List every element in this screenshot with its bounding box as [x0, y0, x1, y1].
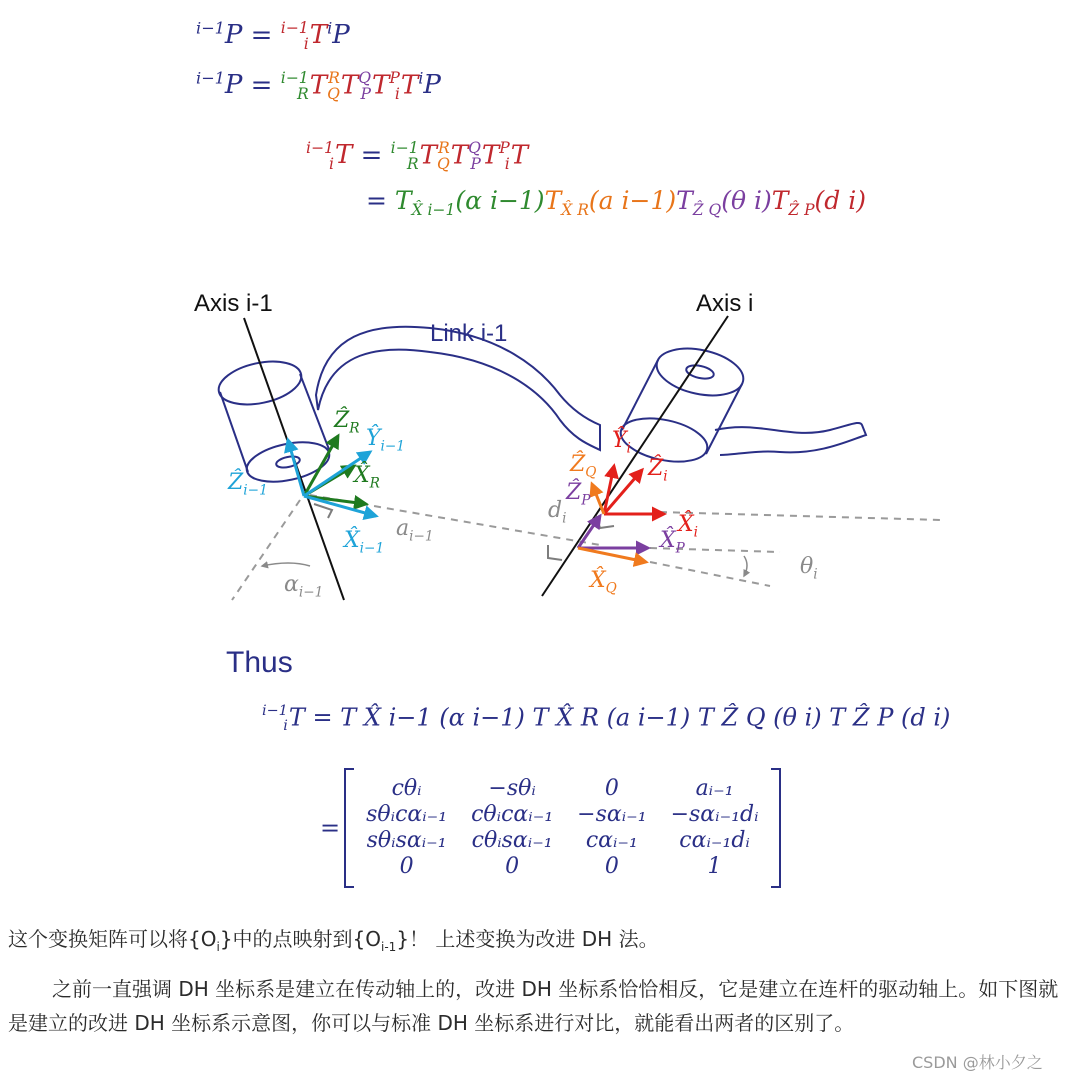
thus-lhs: T	[288, 703, 305, 732]
eq2-c3-bottom: P	[360, 85, 371, 104]
eq3-lhs-top: i−1	[306, 139, 334, 157]
eq2-c1-top: i−1	[280, 69, 309, 87]
eq2-c1-bottom: R	[296, 85, 309, 104]
z-im1-sub: i−1	[243, 482, 268, 499]
z-im1-symbol: Ẑ	[228, 470, 244, 495]
z-q-vector	[592, 484, 604, 514]
eq1-t-bottom: i	[303, 35, 309, 54]
matrix-cell: 0	[505, 854, 520, 879]
eq3-t4: T	[510, 140, 529, 171]
caption-part-1: 这个变换矩阵可以将{O	[8, 927, 217, 951]
eq1-p: P	[332, 20, 350, 51]
matrix-row	[354, 854, 770, 880]
d-i-symbol: d	[548, 498, 563, 523]
eq3-c2-bottom: Q	[436, 155, 450, 174]
x-i-symbol: X̂	[678, 512, 694, 537]
z-q-label	[570, 452, 597, 481]
x-q-vector	[578, 548, 646, 562]
z-p-label	[566, 480, 591, 509]
matrix-row	[354, 776, 770, 802]
equation-1	[196, 20, 350, 53]
eq2-p: P	[423, 70, 441, 101]
eq3-c4-top: P	[499, 139, 510, 157]
x-i-sub: i	[693, 524, 699, 541]
matrix-row	[354, 828, 770, 854]
modified-dh-diagram	[0, 280, 1080, 620]
x-im1-label	[344, 528, 385, 557]
y-im1-sub: i−1	[380, 438, 405, 455]
eq1-lhs: P	[224, 20, 243, 51]
csdn-watermark: CSDN @林小夕之	[912, 1053, 1043, 1072]
caption-sub-2: i-1	[381, 940, 397, 954]
matrix-cell: aᵢ₋₁	[695, 776, 734, 801]
matrix-cell: cαᵢ₋₁	[585, 828, 638, 853]
theta-i-symbol: θ	[800, 554, 814, 579]
eq3-c3-bottom: P	[470, 155, 481, 174]
matrix-cell: 0	[604, 776, 619, 801]
thus-lhs-top: i−1	[262, 703, 288, 719]
thus-equals: =	[312, 703, 333, 732]
z-r-symbol: Ẑ	[334, 408, 350, 433]
alpha-im1-symbol: α	[284, 572, 299, 597]
matrix-cell: sθᵢcαᵢ₋₁	[366, 802, 448, 827]
z-p-symbol: Ẑ	[566, 480, 582, 505]
left-joint-cylinder	[215, 355, 333, 489]
z-i-label	[648, 456, 668, 485]
thus-lhs-bottom: i	[283, 718, 288, 735]
eq3-c2-top: R	[438, 139, 450, 157]
theta-i-sub: i	[813, 566, 818, 583]
eq2-t2: T	[340, 70, 359, 101]
eq3-equals: =	[360, 140, 383, 171]
explanation-paragraph: 之前一直强调 DH 坐标系是建立在传动轴上的，改进 DH 坐标系恰恰相反，它是建立在连杆的驱动轴上。如下图就是建立的改进 DH 坐标系示意图，你可以与标准 DH 坐标系进行对比，就能看出两者的区别了。	[8, 977, 1059, 1035]
transform-matrix	[320, 768, 781, 888]
y-i-sub: i	[626, 440, 631, 457]
x-q-sub: Q	[605, 580, 617, 597]
equation-3-line-1	[306, 140, 528, 173]
eq2-c4-bottom: i	[394, 85, 400, 104]
eq2-c2-top: R	[328, 69, 340, 87]
eq1-t: T	[309, 20, 328, 51]
eq3-f1-sub: X̂ i−1	[411, 201, 456, 219]
matrix-bracket-right	[771, 768, 781, 888]
alpha-im1-label	[284, 572, 324, 601]
matrix-cell: cθᵢcαᵢ₋₁	[471, 802, 554, 827]
matrix-table	[354, 776, 770, 880]
matrix-cell: cθᵢ	[391, 776, 422, 801]
eq2-equals: =	[250, 70, 273, 101]
eq2-p-superscript: i	[418, 68, 424, 88]
d-i-sub: i	[562, 510, 567, 527]
eq3-f4-sub: Ẑ P	[788, 201, 815, 219]
matrix-cell: −sαᵢ₋₁dᵢ	[670, 802, 759, 827]
z-i-symbol: Ẑ	[648, 456, 664, 481]
eq3-c3-top: Q	[468, 139, 481, 157]
matrix-cell: 0	[399, 854, 414, 879]
caption-sub-1: i	[216, 940, 220, 954]
eq3-lhs: T	[334, 140, 353, 171]
eq3-c4-bottom: i	[504, 155, 510, 174]
a-im1-sub: i−1	[409, 528, 434, 545]
x-im1-vector	[304, 496, 376, 516]
right-angle-marker-left	[314, 504, 332, 518]
thus-rhs: T X̂ i−1 (α i−1) T X̂ R (a i−1) T Ẑ Q (θ i) T Ẑ P (d i)	[340, 703, 951, 732]
matrix-bracket-left	[344, 768, 354, 888]
link-tail-right	[715, 423, 866, 455]
eq2-c4-top: P	[389, 69, 400, 87]
y-i-label	[612, 428, 631, 457]
matrix-cell: −sαᵢ₋₁	[577, 802, 647, 827]
eq2-t4: T	[400, 70, 419, 101]
x-im1-sub: i−1	[359, 540, 385, 557]
z-im1-vector	[288, 440, 304, 496]
eq3-f2-sub: X̂ R	[561, 201, 589, 219]
matrix-cell: 0	[604, 854, 619, 879]
matrix-cell: cθᵢsαᵢ₋₁	[471, 828, 553, 853]
equation-3-line-2: = $T_{X̂ i-1}(\alpha$ $i-1)T_{X̂ R}(a$ $i-1)T_{Ẑ Q}(\theta$ $i)T_{Ẑ P}(d$ i)	[366, 186, 866, 219]
eq3-t1: T	[419, 140, 437, 171]
eq1-p-superscript: i	[327, 18, 333, 38]
eq1-equals: =	[250, 20, 273, 51]
right-angle-marker-right	[548, 545, 562, 560]
x-p-symbol: X̂	[660, 528, 676, 553]
matrix-equals: =	[320, 814, 341, 842]
eq3-f3-arg: (θ i)	[721, 186, 772, 215]
d-i-label	[548, 498, 567, 527]
x-q-label	[590, 568, 617, 597]
y-im1-symbol: Ŷ	[366, 426, 381, 451]
alpha-im1-sub: i−1	[298, 584, 324, 601]
x-r-symbol: X̂	[354, 463, 370, 488]
z-p-sub: P	[581, 492, 591, 509]
matrix-cell: 1	[707, 854, 722, 879]
theta-i-label	[800, 554, 818, 583]
caption-part-2: }中的点映射到{O	[219, 927, 382, 951]
matrix-cell: sθᵢsαᵢ₋₁	[366, 828, 447, 853]
eq3-t2: T	[450, 140, 469, 171]
x-q-dashed	[650, 562, 770, 586]
matrix-row	[354, 802, 770, 828]
z-p-vector	[578, 516, 600, 548]
axis-i-minus-1-label: Axis i-1	[194, 290, 273, 317]
eq3-c1-top: i−1	[390, 139, 419, 157]
link-label: Link i-1	[430, 320, 508, 347]
eq3-f3-sub: Ẑ Q	[692, 201, 722, 219]
z-r-label	[334, 408, 360, 437]
eq1-lhs-superscript: i−1	[196, 18, 225, 38]
x-r-sub: R	[369, 475, 380, 492]
thus-equation	[262, 704, 950, 734]
x-p-sub: P	[675, 540, 685, 557]
matrix-cell: −sθᵢ	[488, 776, 536, 801]
eq2-lhs-superscript: i−1	[196, 68, 225, 88]
z-q-symbol: Ẑ	[570, 452, 586, 477]
eq1-t-top: i−1	[280, 19, 309, 37]
eq2-t1: T	[309, 70, 328, 101]
eq2-c2-bottom: Q	[327, 85, 340, 104]
eq3-t3: T	[481, 140, 500, 171]
axis-i-label: Axis i	[696, 290, 754, 317]
eq3-f2-arg: (a i−1)	[588, 186, 677, 215]
y-im1-label	[366, 426, 405, 455]
eq2-lhs: P	[224, 70, 243, 101]
eq3-f4-arg: (d i)	[814, 186, 866, 215]
x-q-symbol: X̂	[590, 568, 606, 593]
a-im1-label	[396, 516, 434, 545]
a-im1-symbol: a	[396, 516, 410, 541]
matrix-cell: cαᵢ₋₁dᵢ	[679, 828, 750, 853]
caption-part-3: }！ 上述变换为改进 DH 法。	[396, 927, 659, 951]
equation-2	[196, 70, 441, 103]
theta-arc	[744, 556, 747, 576]
caption-line	[8, 922, 1072, 956]
z-r-sub: R	[349, 420, 360, 437]
right-joint-cylinder	[617, 341, 748, 468]
eq3-lhs-bottom: i	[328, 155, 334, 174]
x-r-label	[354, 463, 380, 492]
eq3-line2-equals: =	[366, 186, 387, 215]
eq3-f1-arg: (α i−1)	[455, 186, 545, 215]
eq3-c1-bottom: R	[406, 155, 419, 174]
x-i-dashed	[660, 512, 940, 520]
eq2-t3: T	[372, 70, 390, 101]
x-p-label	[660, 528, 685, 557]
y-i-symbol: Ŷ	[612, 428, 627, 453]
eq2-c3-top: Q	[358, 69, 371, 87]
thus-heading: Thus	[226, 646, 293, 679]
z-im1-label	[228, 470, 268, 499]
alpha-arc	[262, 563, 310, 566]
z-q-sub: Q	[585, 464, 597, 481]
z-i-sub: i	[663, 468, 668, 485]
x-im1-symbol: X̂	[344, 528, 360, 553]
